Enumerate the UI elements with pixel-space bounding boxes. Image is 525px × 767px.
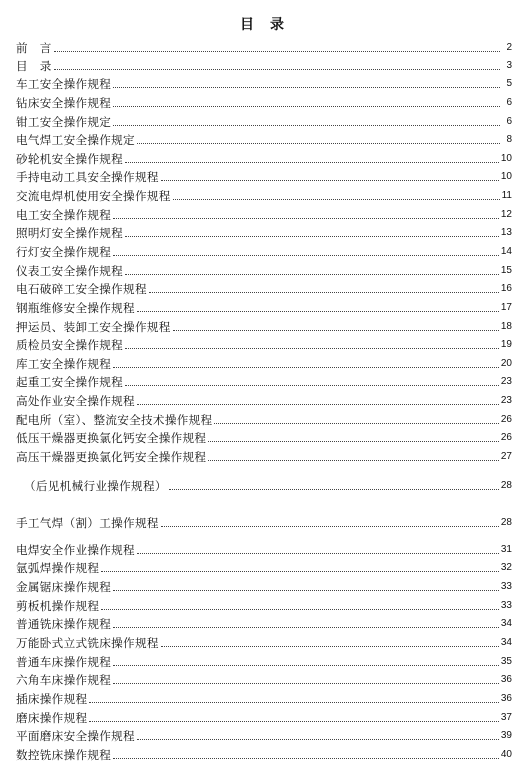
toc-entry-page: 37 [500, 712, 512, 723]
toc-entry[interactable] [16, 129, 512, 147]
toc-entry-label: 插床操作规程 [16, 692, 88, 706]
toc-entry-label: 押运员、装卸工安全操作规程 [16, 320, 171, 334]
toc-entry-page: 3 [506, 60, 512, 71]
toc-entry-label: （后见机械行业操作规程） [24, 479, 167, 493]
toc-entry-label: 高处作业安全操作规程 [16, 394, 135, 408]
toc-entry-page: 8 [506, 134, 512, 145]
toc-entry-page: 23 [500, 376, 512, 387]
toc-dot-leader [125, 161, 499, 163]
toc-dot-leader [137, 552, 499, 554]
toc-entry-page: 18 [500, 321, 512, 332]
toc-entry-label: 普通车床操作规程 [16, 655, 112, 669]
toc-dot-leader [113, 254, 499, 256]
toc-entry-page: 32 [500, 562, 512, 573]
toc-entry-label: 钢瓶维修安全操作规程 [16, 301, 135, 315]
toc-entry[interactable] [16, 632, 512, 650]
toc-entry[interactable] [16, 316, 512, 334]
toc-entry[interactable] [16, 651, 512, 669]
toc-entry-label: 质检员安全操作规程 [16, 338, 124, 352]
toc-entry-label: 钻床安全操作规程 [16, 96, 112, 110]
toc-dot-leader [113, 366, 499, 368]
toc-entry-label: 配电所（室）、整流安全技术操作规程 [16, 413, 213, 427]
toc-entry-page: 33 [500, 600, 512, 611]
toc-entry-page: 36 [500, 674, 512, 685]
toc-entry-label: 万能卧式立式铣床操作规程 [16, 636, 159, 650]
toc-dot-leader [214, 422, 498, 424]
toc-entry[interactable] [16, 446, 512, 464]
toc-entry-page: 19 [500, 339, 512, 350]
toc-dot-leader [208, 440, 499, 442]
toc-entry-page: 11 [501, 190, 512, 201]
toc-entry-page: 31 [500, 544, 512, 555]
toc-entry-page: 34 [500, 618, 512, 629]
toc-entry-page: 26 [500, 432, 512, 443]
toc-entry-page: 40 [500, 749, 512, 760]
toc-entry-label: 平面磨床安全操作规程 [16, 729, 135, 743]
toc-entry-label: 剪板机操作规程 [16, 599, 100, 613]
toc-dot-leader [113, 682, 499, 684]
toc-dot-leader [125, 235, 499, 237]
toc-dot-leader [113, 626, 499, 628]
toc-entry[interactable] [16, 353, 512, 371]
toc-entry-page: 12 [500, 209, 512, 220]
toc-entry[interactable] [16, 334, 512, 352]
toc-dot-leader [161, 645, 499, 647]
toc-entry[interactable] [16, 297, 512, 315]
toc-entry-page: 5 [506, 78, 512, 89]
toc-dot-leader [149, 291, 499, 293]
toc-entry[interactable] [16, 613, 512, 631]
toc-entry-page: 2 [506, 42, 512, 53]
toc-entry[interactable] [16, 725, 512, 743]
toc-entry[interactable] [16, 576, 512, 594]
toc-entry-page: 13 [500, 227, 512, 238]
toc-dot-leader [208, 459, 499, 461]
toc-entry-page: 28 [500, 517, 512, 528]
toc-dot-leader [54, 68, 500, 70]
toc-entry[interactable] [16, 92, 512, 110]
toc-entry-page: 23 [500, 395, 512, 406]
toc-entry-label: 低压干燥器更换氯化钙安全操作规程 [16, 431, 207, 445]
toc-entry-label: 行灯安全操作规程 [16, 245, 112, 259]
toc-entry[interactable] [16, 539, 512, 557]
toc-entry-label: 数控铣床操作规程 [16, 748, 112, 762]
toc-dot-leader [54, 50, 500, 52]
toc-entry[interactable] [16, 409, 512, 427]
toc-entry-page: 6 [506, 97, 512, 108]
toc-entry[interactable] [16, 427, 512, 445]
toc-entry[interactable] [16, 557, 512, 575]
toc-dot-leader [161, 525, 499, 527]
toc-entry[interactable] [16, 669, 512, 687]
toc-dot-leader [113, 105, 500, 107]
toc-entry[interactable] [16, 688, 512, 706]
toc-dot-leader [137, 403, 499, 405]
toc-entry-label: 电气焊工安全操作规定 [16, 133, 135, 147]
toc-entry[interactable] [16, 390, 512, 408]
toc-entry-label: 电焊安全作业操作规程 [16, 543, 135, 557]
toc-entry[interactable] [16, 278, 512, 296]
toc-entry-page: 20 [500, 358, 512, 369]
toc-entry-label: 磨床操作规程 [16, 711, 88, 725]
toc-entry[interactable] [16, 148, 512, 166]
toc-dot-leader [169, 488, 499, 490]
toc-entry[interactable] [16, 55, 512, 73]
toc-dot-leader [125, 273, 499, 275]
toc-entry[interactable] [16, 73, 512, 91]
toc-dot-leader [101, 570, 499, 572]
toc-entry-page: 28 [500, 480, 512, 491]
toc-entry-label: 普通铣床操作规程 [16, 617, 112, 631]
toc-entry-label: 交流电焊机使用安全操作规程 [16, 189, 171, 203]
toc-dot-leader [113, 124, 500, 126]
toc-entry-label: 前 言 [16, 41, 52, 55]
toc-entry[interactable] [16, 241, 512, 259]
toc-entry-page: 35 [500, 656, 512, 667]
toc-entry-page: 34 [500, 637, 512, 648]
toc-entry-label: 照明灯安全操作规程 [16, 226, 124, 240]
toc-entry-page: 14 [500, 246, 512, 257]
toc-entry-page: 6 [506, 116, 512, 127]
toc-entry-label: 起重工安全操作规程 [16, 375, 124, 389]
toc-entry-page: 27 [500, 451, 512, 462]
toc-entry-label: 钳工安全操作规定 [16, 115, 112, 129]
toc-dot-leader [125, 384, 499, 386]
toc-entry-page: 36 [500, 693, 512, 704]
toc-entry-label: 高压干燥器更换氯化钙安全操作规程 [16, 450, 207, 464]
toc-dot-leader [113, 86, 500, 88]
toc-dot-leader [113, 217, 499, 219]
toc-entry-page: 15 [500, 265, 512, 276]
toc-dot-leader [137, 310, 499, 312]
toc-entry-label: 仪表工安全操作规程 [16, 264, 124, 278]
toc-entry[interactable] [16, 222, 512, 240]
toc-entry-page: 33 [500, 581, 512, 592]
toc-entry[interactable] [16, 260, 512, 278]
toc-entry-page: 39 [500, 730, 512, 741]
toc-entry-label: 金属锯床操作规程 [16, 580, 112, 594]
toc-entry[interactable] [16, 111, 512, 129]
toc-entry-label: 砂轮机安全操作规程 [16, 152, 124, 166]
toc-dot-leader [161, 179, 499, 181]
toc-entry-label: 六角车床操作规程 [16, 673, 112, 687]
toc-entry[interactable] [16, 37, 512, 55]
toc-entry[interactable] [16, 475, 512, 493]
toc-entry-page: 10 [500, 153, 512, 164]
toc-entry-label: 库工安全操作规程 [16, 357, 112, 371]
toc-entry[interactable] [16, 204, 512, 222]
toc-dot-leader [89, 720, 499, 722]
toc-entry[interactable] [16, 512, 512, 530]
toc-entry-page: 17 [500, 302, 512, 313]
toc-entry-page: 26 [500, 414, 512, 425]
toc-dot-leader [89, 701, 499, 703]
toc-dot-leader [101, 608, 499, 610]
toc-entry[interactable] [16, 371, 512, 389]
page-title: 目 录 [240, 17, 285, 33]
toc-entry[interactable] [16, 166, 512, 184]
toc-dot-leader [113, 757, 499, 759]
toc-dot-leader [137, 738, 499, 740]
toc-entry[interactable] [16, 744, 512, 762]
toc-entry-label: 电石破碎工安全操作规程 [16, 282, 147, 296]
toc-entry[interactable] [16, 185, 512, 203]
toc-dot-leader [173, 329, 499, 331]
toc-entry-label: 手工气焊（割）工操作规程 [16, 516, 159, 530]
toc-entry-label: 电工安全操作规程 [16, 208, 112, 222]
toc-dot-leader [173, 198, 500, 200]
toc-entry-label: 氩弧焊操作规程 [16, 561, 100, 575]
toc-dot-leader [113, 664, 499, 666]
toc-dot-leader [137, 142, 500, 144]
toc-entry[interactable] [16, 707, 512, 725]
toc-entry-label: 车工安全操作规程 [16, 77, 112, 91]
toc-entry-page: 16 [500, 283, 512, 294]
toc-entry[interactable] [16, 595, 512, 613]
toc-dot-leader [113, 589, 499, 591]
toc-entry-label: 目 录 [16, 59, 52, 73]
toc-entry-label: 手持电动工具安全操作规程 [16, 170, 159, 184]
toc-dot-leader [125, 347, 499, 349]
toc-entry-page: 10 [500, 171, 512, 182]
